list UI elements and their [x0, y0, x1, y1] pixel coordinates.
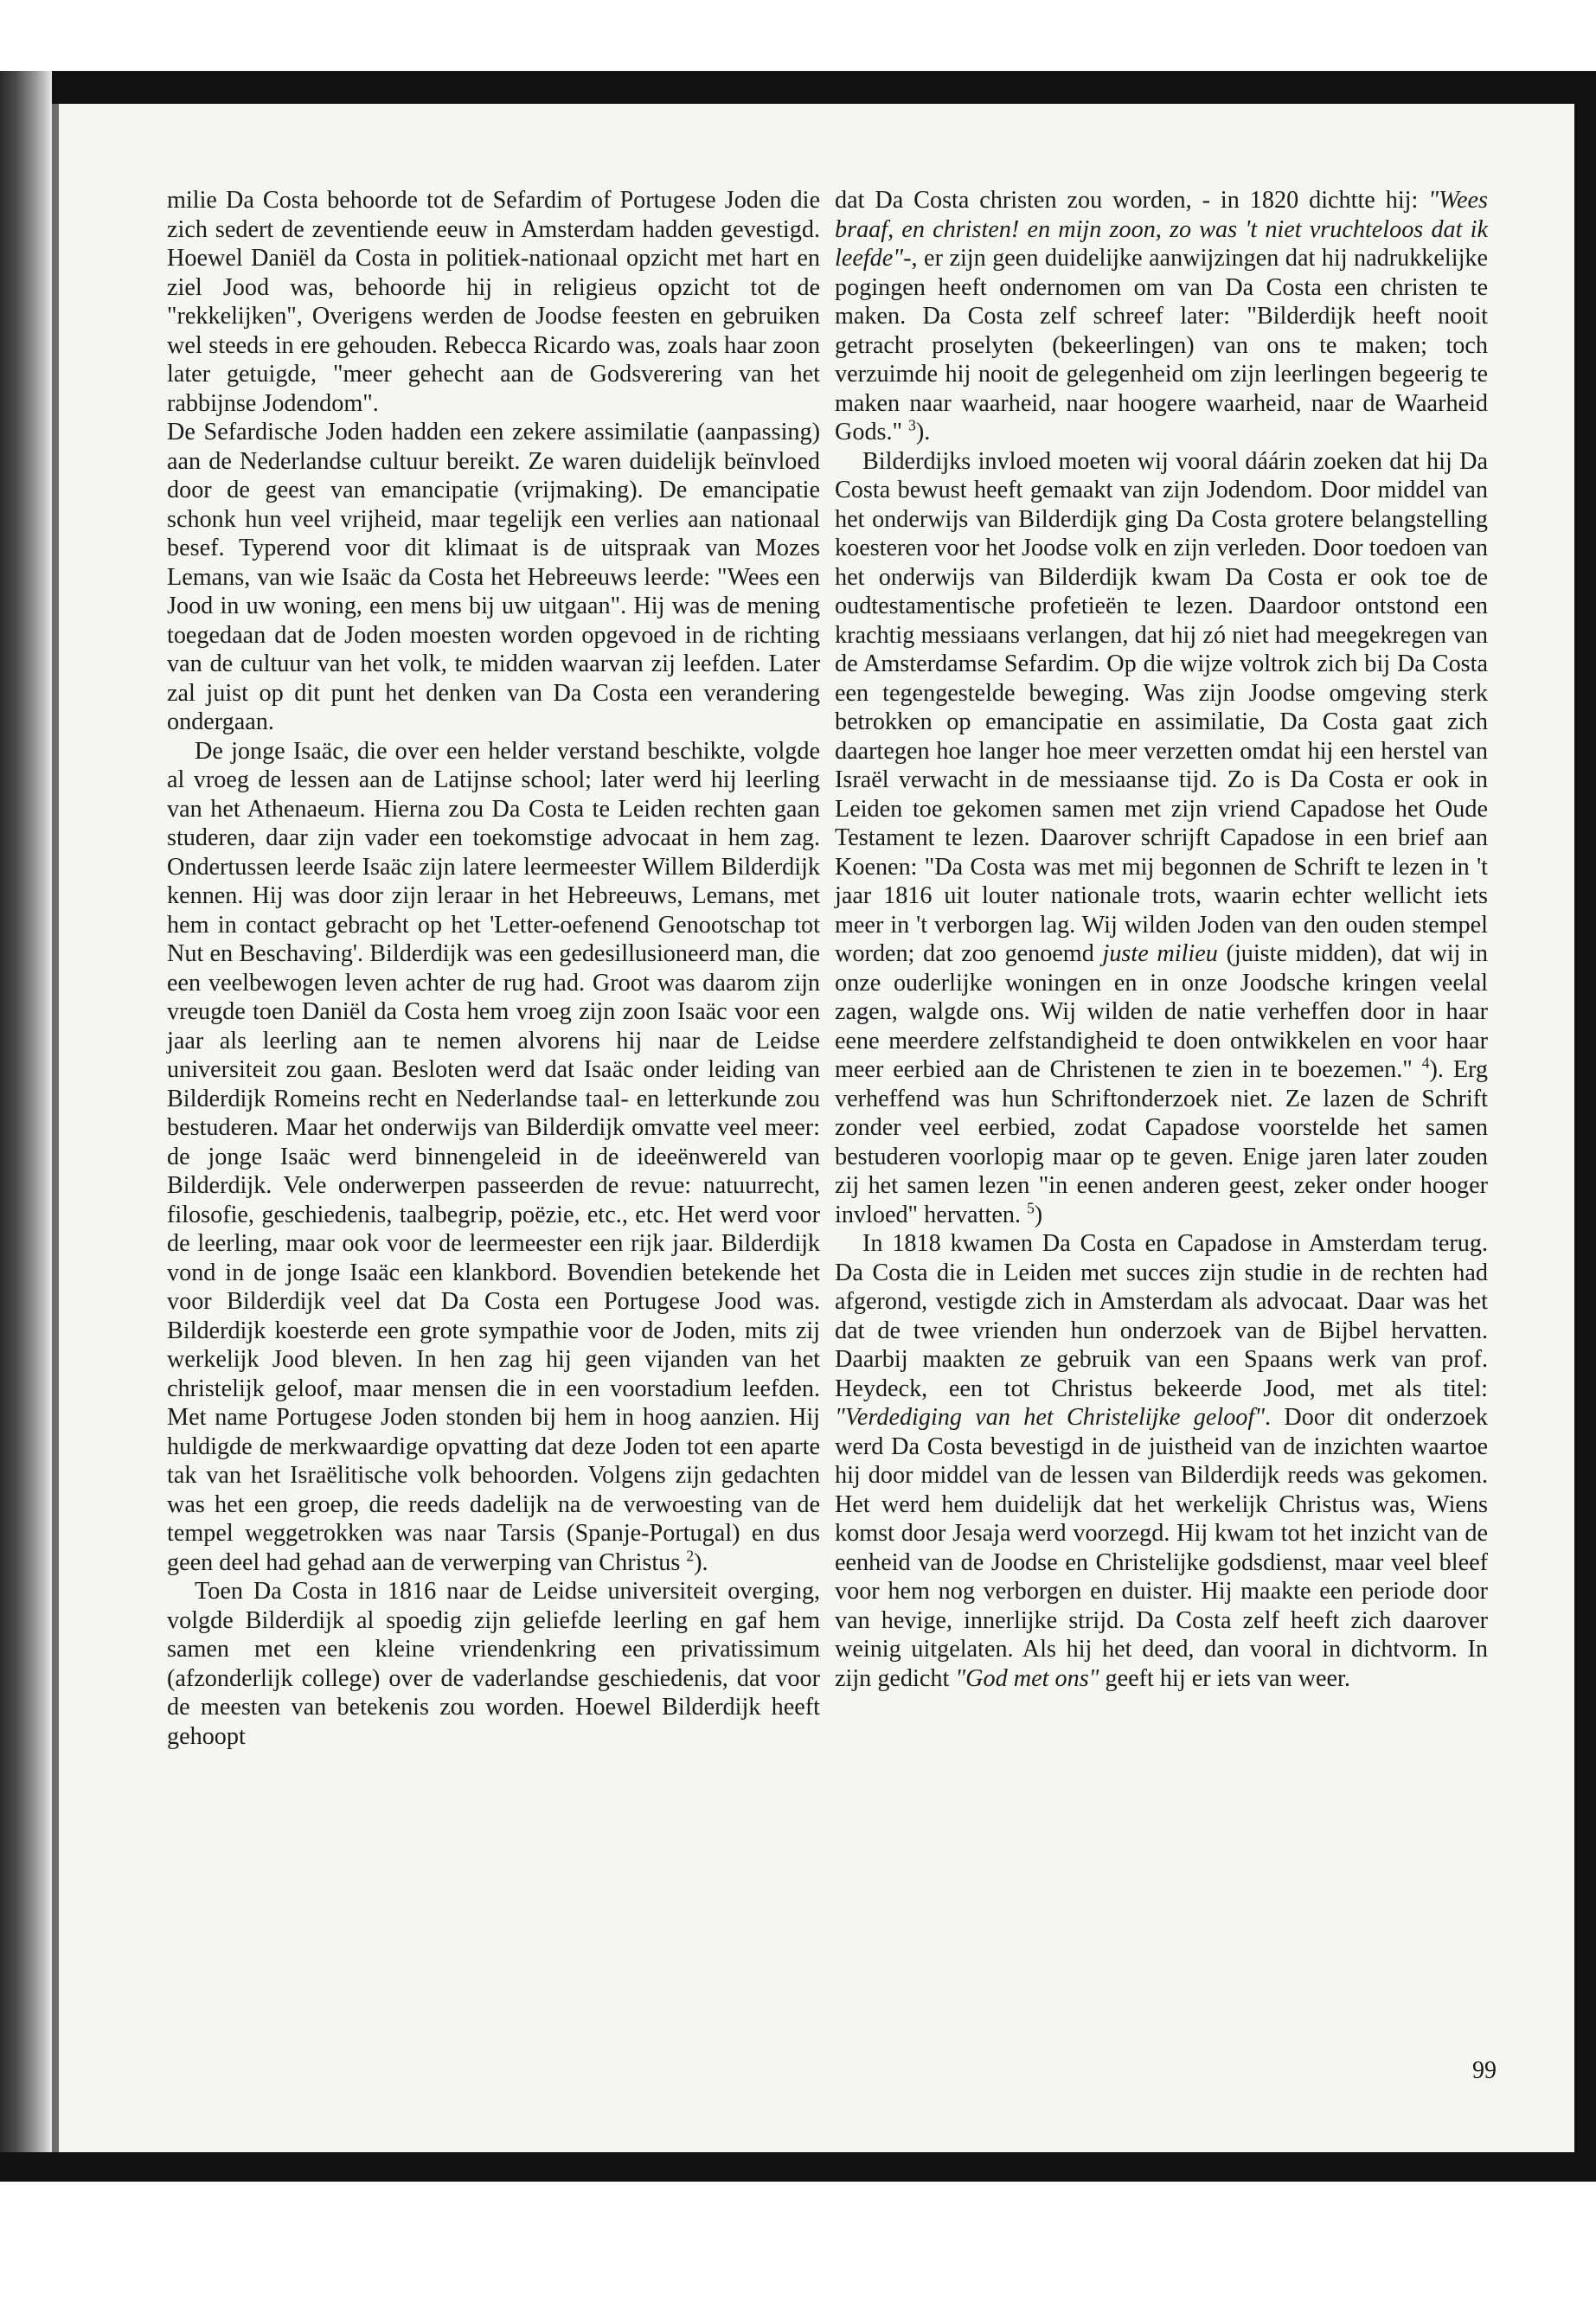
right-paragraph-2-text-a: Bilderdijks invloed moeten wij vooral dáárin zoeken dat hij Da Costa bewust heeft gemaakt van zijn Jodendom. Door middel van het onderwijs van Bilderdijk ging Da Costa grotere belangstelling koesteren voor het Joodse volk en zijn verleden. Door toedoen van het onderwijs van Bilderdijk kwam Da Costa er ook toe de oudtestamentische profetieën te lezen. Daardoor ontstond een krachtig messiaans verlangen, dat hij zó niet had meegekregen van de Amsterdamse Sefardim. Op die wijze voltrok zich bij Da Costa een tegengestelde beweging. Was zijn Joodse omgeving sterk betrokken op emancipatie en assimilatie, Da Costa gaat zich daartegen hoe langer hoe meer verzetten omdat hij een herstel van Israël verwacht in de messiaanse tijd. Zo is Da Costa er ook in Leiden toe gekomen samen met zijn vriend Capadose het Oude Testament te lezen. Daarover schrijft Capadose in een brief aan Koenen: "Da Costa was met mij begonnen de Schrift te lezen in 't jaar 1816 uit louter nationale trots, waarin echter wellicht iets meer in 't verborgen lag. Wij wilden Joden van den ouden stempel worden; dat zoo genoemd [835, 447, 1488, 967]
right-text-column [835, 186, 1488, 1693]
right-paragraph-2-italic: juste milieu [1102, 940, 1218, 967]
left-paragraph-4: Toen Da Costa in 1816 naar de Leidse universiteit overging, volgde Bilderdijk al spoedig zijn geliefde leerling en gaf hem samen met een kleine vriendenkring een privatissimum (afzonderlijk college) over de vaderlandse geschiedenis, dat voor de meesten van betekenis zou worden. Hoewel Bilderdijk heeft gehoopt [167, 1578, 820, 1750]
right-paragraph-2-text-b: (juiste midden), dat wij in onze ouderlijke woningen en in onze Joodsche kringen veelal zagen, walgde ons. Wij wilden de natie verheffen door in haar eene meerdere zelfstandigheid te doen ontwikkelen en voor haar meer eerbied aan de Christenen te zien in te boezemen." [835, 940, 1488, 1083]
right-paragraph-3-text-c: geeft hij er iets van weer. [1099, 1664, 1350, 1692]
book-page [52, 104, 1574, 2152]
left-paragraph-2: De Sefardische Joden hadden een zekere assimilatie (aanpassing) aan de Nederlandse cultuur bereikt. Ze waren duidelijk beïnvloed door de geest van emancipatie (vrijmaking). De emancipatie schonk hun veel vrijheid, maar tegelijk een verlies aan nationaal besef. Typerend voor dit klimaat is de uitspraak van Mozes Lemans, van wie Isaäc da Costa het Hebreeuws leerde: "Wees een Jood in uw woning, een mens bij uw uitgaan". Hij was de mening toegedaan dat de Joden moesten worden opgevoed in de richting van de cultuur van het volk, te midden waarvan zij leefden. Later zal juist op dit punt het denken van Da Costa een verandering ondergaan. [167, 419, 820, 735]
left-paragraph-3 [167, 737, 820, 1578]
right-paragraph-1 [835, 186, 1488, 447]
right-paragraph-3-poem-title: "God met ons" [955, 1664, 1099, 1692]
footnote-ref-4: 4 [1421, 1054, 1430, 1072]
left-paragraph-3-text: De jonge Isaäc, die over een helder verstand beschikte, volgde al vroeg de lessen aan de Latijnse school; later werd hij leerling van het Athenaeum. Hierna zou Da Costa te Leiden rechten gaan studeren, daar zijn vader een toekomstige advocaat in hem zag. Ondertussen leerde Isaäc zijn latere leermeester Willem Bilderdijk kennen. Hij was door zijn leraar in het Hebreeuws, Lemans, met hem in contact gebracht op het 'Letter-oefenend Genootschap tot Nut en Beschaving'. Bilderdijk was een gedesillusioneerd man, die een veelbewogen leven achter de rug had. Groot was daarom zijn vreugde toen Daniël da Costa hem vroeg zijn zoon Isaäc voor een jaar als leerling aan te nemen alvorens hij naar de Leidse universiteit zou gaan. Besloten werd dat Isaäc onder leiding van Bilderdijk Romeins recht en Nederlandse taal- en letterkunde zou bestuderen. Maar het onderwijs van Bilderdijk omvatte veel meer: de jonge Isaäc werd binnengeleid in de ideeënwereld van Bilderdijk. Vele onderwerpen passeerden de revue: natuurrecht, filosofie, geschiedenis, taalbegrip, poëzie, etc., etc. Het werd voor de leerling, maar ook voor de leermeester een rijk jaar. Bilderdijk vond in de jonge Isaäc een klankbord. Bovendien betekende het voor Bilderdijk veel dat Da Costa een Portugese Jood was. Bilderdijk koesterde een grote sympathie voor de Joden, mits zij werkelijk Jood bleven. In hen zag hij geen vijanden van het christelijk geloof, maar mensen die in een voorstadium leefden. Met name Portugese Joden stonden bij hem in hoog aanzien. Hij huldigde de merkwaardige opvatting dat deze Joden tot een aparte tak van het Israëlitische volk behoorden. Volgens zijn gedachten was het een groep, die reeds dadelijk na de verwoesting van de tempel weggetrokken was naar Tarsis (Spanje-Portugal) en dus geen deel had gehad aan de verwerping van Christus [167, 737, 820, 1576]
scan-border-bottom [0, 2152, 1596, 2182]
right-paragraph-1-quote: "Wees braaf, en christen! en mijn zoon, zo was 't niet vruchteloos dat ik leefde" [835, 187, 1488, 272]
footnote-ref-3: 3 [908, 416, 916, 434]
left-paragraph-3-end: ). [694, 1548, 708, 1576]
right-paragraph-1-text-a: dat Da Costa christen zou worden, - in 1820 dichtte hij: [835, 187, 1429, 214]
right-paragraph-2-text-c: ). Erg verheffend was hun Schriftonderzoek niet. Ze lazen de Schrift zonder veel eerbied, zodat Capadose voorstelde het samen bestuderen voorlopig maar op te geven. Enige jaren later zouden zij het samen lezen "in eenen anderen geest, zeker onder hooger invloed" hervatten. [835, 1056, 1489, 1228]
right-paragraph-2 [835, 447, 1488, 1230]
right-paragraph-1-text-b: -, er zijn geen duidelijke aanwijzingen dat hij nadrukkelijke pogingen heeft ondernomen om van Da Costa een christen te maken. Da Costa zelf schreef later: "Bilderdijk heeft nooit getracht proselyten (bekeerlingen) van ons te maken; toch verzuimde hij nooit de gelegenheid om zijn leerlingen begeerig te maken naar waarheid, naar hoogere waarheid, naar de Waarheid Gods." [835, 245, 1488, 445]
scan-border-left [0, 71, 52, 2182]
right-paragraph-3-text-a: In 1818 kwamen Da Costa en Capadose in Amsterdam terug. Da Costa die in Leiden met succes zijn studie in de rechten had afgerond, vestigde zich in Amsterdam als advocaat. Daar was het dat de twee vrienden hun onderzoek van de Bijbel hervatten. Daarbij maakten ze gebruik van een Spaans werk van prof. Heydeck, een tot Christus bekeerde Jood, met als titel: [835, 1230, 1488, 1402]
page-number: 99 [1472, 2057, 1497, 2084]
scan-border-top [0, 71, 1596, 104]
right-paragraph-1-end: ). [915, 419, 931, 445]
footnote-ref-2: 2 [686, 1547, 695, 1565]
right-paragraph-2-end: ) [1034, 1201, 1043, 1228]
right-paragraph-3 [835, 1229, 1488, 1693]
left-paragraph-1: milie Da Costa behoorde tot de Sefardim of Portugese Joden die zich sedert de zeventiende eeuw in Amsterdam hadden gevestigd. Hoewel Daniël da Costa in politiek-nationaal opzicht met hart en ziel Jood was, behoorde hij in religieus opzicht tot de "rekkelijken", Overigens werden de Joodse feesten en gebruiken wel steeds in ere gehouden. Rebecca Ricardo was, zoals haar zoon later getuigde, "meer gehecht aan de Godsverering van het rabbijnse Jodendom". [167, 187, 820, 417]
right-paragraph-3-title: "Verdediging van het Christelijke geloof" [835, 1404, 1266, 1431]
right-paragraph-3-text-b: . Door dit onderzoek werd Da Costa bevestigd in de juistheid van de inzichten waartoe hij door middel van de lessen van Bilderdijk reeds was gekomen. Het werd hem duidelijk dat het werkelijk Christus was, Wiens komst door Jesaja werd voorzegd. Hij kwam tot het inzicht van de eenheid van de Joodse en Christelijke godsdienst, maar veel bleef voor hem nog verborgen en duister. Hij maakte een periode door van hevige, innerlijke strijd. Da Costa zelf heeft zich daarover weinig uitgelaten. Als hij het deed, dan vooral in dichtvorm. In zijn gedicht [835, 1404, 1488, 1692]
left-text-column [167, 186, 820, 1751]
footnote-ref-5: 5 [1027, 1199, 1035, 1217]
